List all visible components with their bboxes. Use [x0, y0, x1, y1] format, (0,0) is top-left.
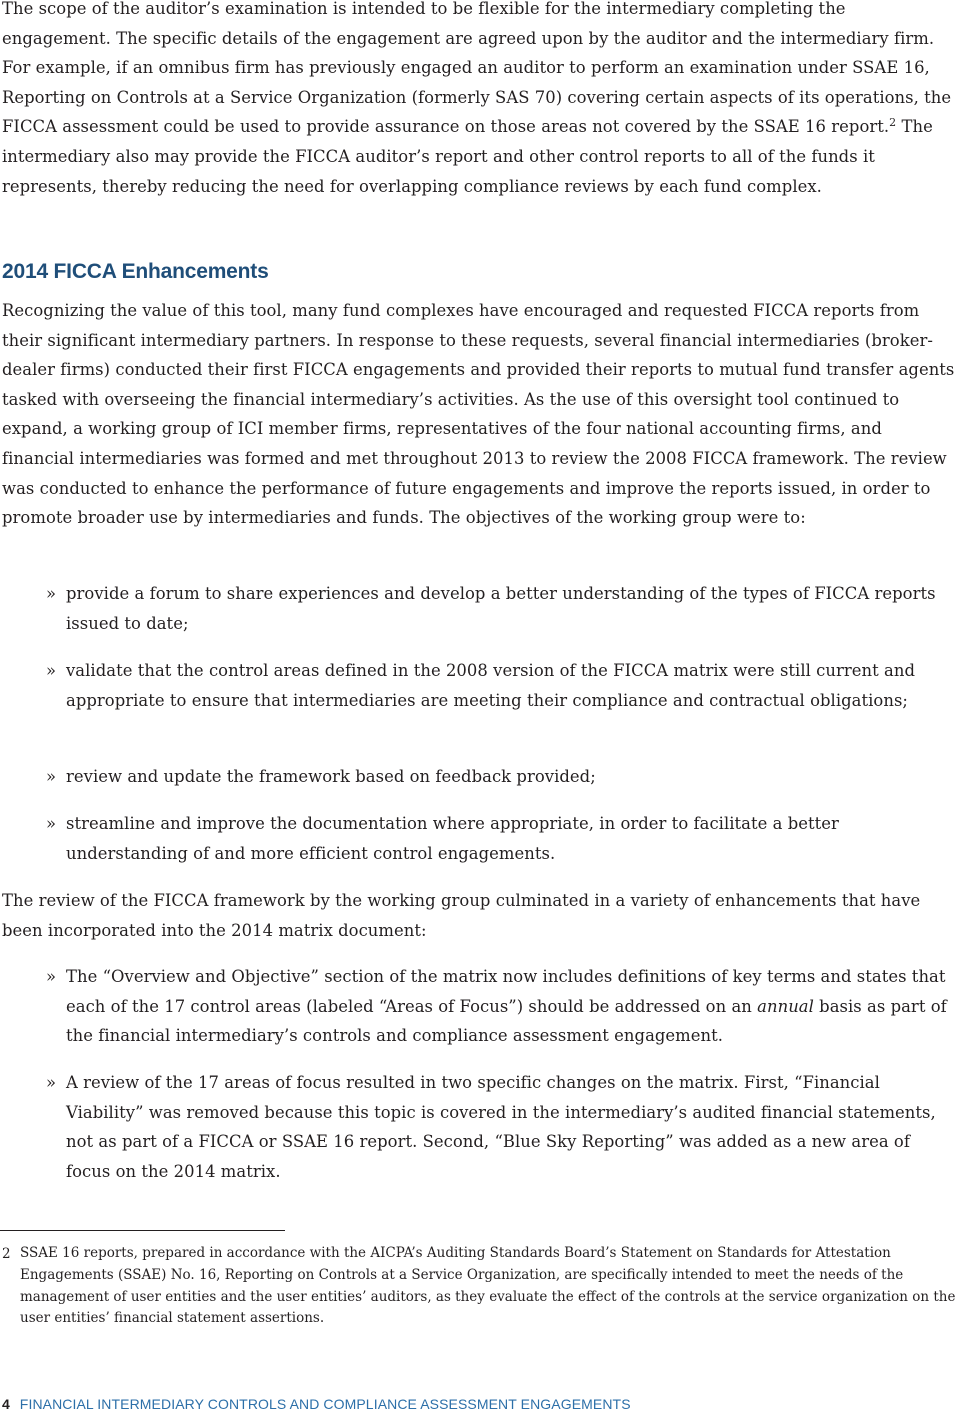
footnote-divider: [0, 1230, 285, 1231]
enhancement-text: [66, 962, 956, 1051]
intro-paragraph: [2, 0, 957, 201]
enhancement-text: A review of the 17 areas of focus resulted in two specific changes on the matrix. First, “Financial Viability” was removed because this topic is covered in the intermediary’s audited financial statements, not as part of a FICCA or SSAE 16 report. Second, “Blue Sky Reporting” was added as a new area of focus on the 2014 matrix.: [66, 1073, 936, 1181]
enhancement-text-part: basis as part of the financial intermediary’s controls and compliance assessment engagement.: [66, 996, 947, 1046]
footnote-number: 2: [2, 1246, 11, 1262]
intro-text: The scope of the auditor’s examination is intended to be flexible for the intermediary completing the engagement. The specific details of the engagement are agreed upon by the auditor and the intermediary firm. For example, if an omnibus firm has previously engaged an auditor to perform an examination under SSAE 16, Reporting on Controls at a Service Organization (formerly SAS 70) covering certain aspects of its operations, the FICCA assessment could be used to provide assurance on those areas not covered by the SSAE 16 report.: [2, 0, 952, 137]
page-footer: [2, 1395, 631, 1413]
bullet-marker: »: [46, 584, 57, 603]
bullet-marker: »: [46, 767, 57, 786]
bullet-marker: »: [46, 967, 57, 986]
intro-text-continued: The intermediary also may provide the FICCA auditor’s report and other control reports to all of the funds it represents, thereby reducing the need for overlapping compliance reviews by each fund complex.: [2, 117, 933, 196]
footer-title: FINANCIAL INTERMEDIARY CONTROLS AND COMPLIANCE ASSESSMENT ENGAGEMENTS: [19, 1396, 631, 1412]
objective-text: streamline and improve the documentation where appropriate, in order to facilitate a better understanding of and more efficient control engagements.: [66, 814, 839, 863]
section-heading: 2014 FICCA Enhancements: [2, 260, 269, 283]
review-paragraph: The review of the FICCA framework by the working group culminated in a variety of enhancements that have been incorporated into the 2014 matrix document:: [2, 891, 921, 940]
bullet-marker: »: [46, 814, 57, 833]
bullet-marker: »: [46, 1073, 57, 1092]
bullet-marker: »: [46, 661, 57, 680]
page-number: 4: [2, 1396, 10, 1412]
objective-text: validate that the control areas defined in the 2008 version of the FICCA matrix were still current and appropriate to ensure that intermediaries are meeting their compliance and contractual obligations;: [66, 661, 916, 710]
footnote-reference[interactable]: 2: [889, 116, 897, 130]
footnote-text: SSAE 16 reports, prepared in accordance with the AICPA’s Auditing Standards Board’s Statement on Standards for Attestation Engagements (SSAE) No. 16, Reporting on Controls at a Service Organization, are specifically intended to meet the needs of the management of user entities and the user entities’ auditors, as they evaluate the effect of the controls at the service organization on the user entities’ financial statement assertions.: [20, 1245, 956, 1327]
enhancement-text-part: The “Overview and Objective” section of the matrix now includes definitions of key terms and states that each of the 17 control areas (labeled “Areas of Focus”) should be addressed on an: [66, 967, 946, 1016]
section-paragraph: Recognizing the value of this tool, many fund complexes have encouraged and requested FICCA reports from their significant intermediary partners. In response to these requests, several financial intermediaries (broker-dealer firms) conducted their first FICCA engagements and provided their reports to mutual fund transfer agents tasked with overseeing the financial intermediary’s activities. As the use of this oversight tool continued to expand, a working group of ICI member firms, representatives of the four national accounting firms, and financial intermediaries was formed and met throughout 2013 to review the 2008 FICCA framework. The review was conducted to enhance the performance of future engagements and improve the reports issued, in order to promote broader use by intermediaries and funds. The objectives of the working group were to:: [2, 301, 955, 528]
objective-text: provide a forum to share experiences and develop a better understanding of the types of FICCA reports issued to date;: [66, 584, 936, 633]
objective-text: review and update the framework based on feedback provided;: [66, 767, 596, 786]
emphasis-annual: annual: [757, 996, 814, 1016]
